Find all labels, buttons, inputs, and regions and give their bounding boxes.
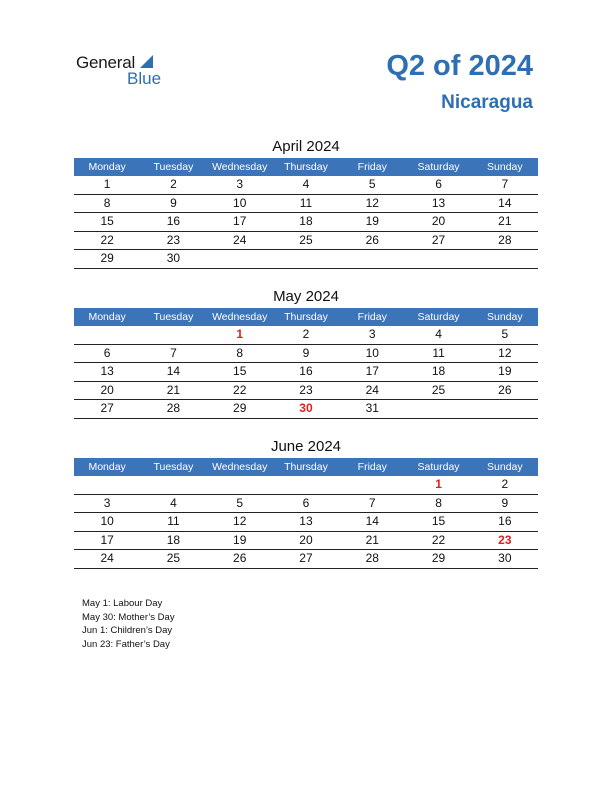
day-cell: 4 [302, 177, 310, 191]
week-row [74, 550, 538, 569]
day-cell: 18 [299, 214, 313, 228]
week-row [74, 476, 538, 495]
weekday-label: Saturday [417, 311, 460, 323]
day-cell: 13 [299, 514, 313, 528]
month-title: May 2024 [273, 288, 339, 305]
weekday-label: Saturday [417, 461, 460, 473]
day-cell: 30 [299, 401, 313, 415]
day-cell: 23 [498, 532, 512, 547]
day-cell: 4 [170, 495, 177, 510]
day-cell: 18 [431, 364, 446, 378]
day-cell: 22 [100, 232, 114, 247]
weekday-label: Tuesday [153, 311, 194, 323]
day-cell: 22 [233, 382, 247, 397]
day-cell: 10 [233, 195, 247, 210]
empty-day-cell [207, 250, 273, 268]
day-cell: 14 [498, 195, 512, 210]
day-cell: 8 [435, 495, 442, 510]
weekday-label: Saturday [417, 161, 460, 173]
day-cell: 4 [435, 327, 442, 341]
empty-day-cell [472, 250, 538, 268]
day-cell: 12 [365, 195, 379, 210]
day-cell: 25 [431, 382, 446, 397]
holiday-note: Jun 23: Father’s Day [82, 638, 170, 650]
day-cell: 12 [498, 345, 512, 360]
day-cell: 28 [166, 401, 181, 415]
day-cell: 17 [233, 214, 247, 228]
day-cell: 21 [498, 214, 512, 228]
day-cell: 25 [299, 232, 313, 247]
day-cell: 20 [431, 214, 446, 228]
weekday-label: Monday [88, 461, 126, 473]
weekday-label: Sunday [487, 311, 523, 323]
month-calendar-april [74, 136, 538, 269]
day-cell: 30 [498, 551, 512, 565]
day-cell: 15 [233, 364, 247, 378]
day-cell: 11 [167, 514, 180, 528]
logo-general-text: General [76, 53, 136, 72]
day-cell: 13 [431, 195, 446, 210]
day-cell: 26 [233, 551, 247, 565]
day-cell: 29 [100, 251, 114, 265]
weekday-label: Thursday [284, 161, 328, 173]
day-cell: 9 [302, 345, 310, 360]
day-cell: 11 [432, 345, 445, 360]
day-cell: 21 [166, 382, 181, 397]
logo-triangle-icon [140, 55, 153, 68]
day-cell: 23 [299, 382, 313, 397]
day-cell: 19 [233, 532, 247, 547]
day-cell: 20 [100, 382, 114, 397]
weekday-label: Tuesday [153, 161, 194, 173]
week-row [74, 345, 538, 364]
empty-day-cell [405, 400, 471, 418]
empty-day-cell [74, 476, 140, 494]
weekday-label: Sunday [487, 161, 523, 173]
empty-day-cell [405, 250, 471, 268]
weekday-label: Monday [88, 311, 126, 323]
day-cell: 5 [236, 495, 244, 510]
week-row [74, 326, 538, 345]
weekday-label: Sunday [487, 461, 523, 473]
day-cell: 16 [299, 364, 313, 378]
day-cell: 15 [431, 514, 446, 528]
day-cell: 26 [498, 382, 512, 397]
day-cell: 9 [501, 495, 509, 510]
day-cell: 28 [365, 551, 379, 565]
month-calendar-june [74, 436, 538, 569]
day-cell: 1 [236, 327, 244, 341]
day-cell: 2 [170, 177, 177, 191]
week-row [74, 195, 538, 214]
day-cell: 26 [365, 232, 379, 247]
weekday-label: Tuesday [153, 461, 194, 473]
generalblue-logo [76, 53, 176, 89]
page-title: Q2 of 2024 [386, 50, 533, 82]
empty-day-cell [339, 250, 405, 268]
day-cell: 12 [233, 514, 247, 528]
day-cell: 1 [103, 177, 111, 191]
month-grid [74, 176, 538, 269]
weekday-label: Monday [88, 161, 126, 173]
day-cell: 27 [100, 401, 114, 415]
day-cell: 6 [435, 177, 442, 191]
week-row [74, 363, 538, 382]
empty-day-cell [74, 326, 140, 344]
day-cell: 11 [299, 195, 313, 210]
day-cell: 24 [100, 551, 114, 565]
day-cell: 3 [236, 177, 244, 191]
weekday-header [74, 458, 538, 476]
week-row [74, 250, 538, 269]
weekday-label: Wednesday [212, 311, 268, 323]
day-cell: 16 [498, 514, 512, 528]
week-row [74, 513, 538, 532]
day-cell: 10 [100, 514, 114, 528]
day-cell: 3 [368, 327, 376, 341]
day-cell: 28 [498, 232, 512, 247]
day-cell: 17 [100, 532, 114, 547]
day-cell: 19 [498, 364, 512, 378]
day-cell: 7 [170, 345, 177, 360]
day-cell: 30 [166, 251, 181, 265]
day-cell: 29 [431, 551, 446, 565]
day-cell: 25 [166, 551, 181, 565]
day-cell: 15 [100, 214, 114, 228]
weekday-label: Friday [357, 461, 387, 473]
week-row [74, 382, 538, 401]
empty-day-cell [207, 476, 273, 494]
day-cell: 14 [166, 364, 181, 378]
holiday-notes [82, 597, 175, 651]
month-calendar-may [74, 286, 538, 419]
day-cell: 9 [170, 195, 177, 210]
day-cell: 20 [299, 532, 313, 547]
day-cell: 6 [103, 345, 111, 360]
empty-day-cell [140, 476, 206, 494]
day-cell: 21 [365, 532, 379, 547]
weekday-label: Wednesday [212, 161, 268, 173]
day-cell: 23 [166, 232, 181, 247]
day-cell: 2 [302, 327, 310, 341]
week-row [74, 400, 538, 419]
month-title: April 2024 [272, 138, 340, 155]
month-grid [74, 326, 538, 419]
day-cell: 31 [365, 401, 379, 415]
day-cell: 5 [501, 327, 509, 341]
day-cell: 19 [365, 214, 379, 228]
day-cell: 3 [103, 495, 111, 510]
day-cell: 24 [365, 382, 379, 397]
weekday-label: Friday [357, 311, 387, 323]
day-cell: 8 [103, 195, 111, 210]
week-row [74, 232, 538, 251]
day-cell: 6 [302, 495, 310, 510]
holiday-note: May 30: Mother’s Day [82, 611, 175, 623]
day-cell: 29 [233, 401, 247, 415]
weekday-label: Friday [357, 161, 387, 173]
empty-day-cell [273, 250, 339, 268]
day-cell: 5 [368, 177, 376, 191]
day-cell: 7 [368, 495, 376, 510]
empty-day-cell [472, 400, 538, 418]
day-cell: 8 [236, 345, 244, 360]
week-row [74, 213, 538, 232]
holiday-note: May 1: Labour Day [82, 598, 163, 609]
weekday-header [74, 308, 538, 326]
day-cell: 14 [365, 514, 379, 528]
weekday-header [74, 158, 538, 176]
day-cell: 18 [166, 532, 181, 547]
day-cell: 2 [501, 477, 509, 491]
week-row [74, 532, 538, 551]
weekday-label: Thursday [284, 461, 328, 473]
week-row [74, 495, 538, 514]
empty-day-cell [339, 476, 405, 494]
empty-day-cell [140, 326, 206, 344]
week-row [74, 176, 538, 195]
month-grid [74, 476, 538, 569]
day-cell: 7 [501, 177, 509, 191]
empty-day-cell [273, 476, 339, 494]
logo-blue-text: Blue [127, 69, 162, 88]
country-name: Nicaragua [441, 92, 533, 113]
day-cell: 13 [100, 364, 114, 378]
day-cell: 17 [365, 364, 379, 378]
day-cell: 27 [431, 232, 446, 247]
weekday-label: Thursday [284, 311, 328, 323]
day-cell: 16 [166, 214, 181, 228]
day-cell: 1 [435, 477, 442, 491]
weekday-label: Wednesday [212, 461, 268, 473]
day-cell: 24 [233, 232, 247, 247]
day-cell: 27 [299, 551, 313, 565]
month-title: June 2024 [270, 438, 342, 455]
holiday-note: Jun 1: Children’s Day [82, 625, 173, 636]
day-cell: 10 [365, 345, 379, 360]
day-cell: 22 [431, 532, 446, 547]
